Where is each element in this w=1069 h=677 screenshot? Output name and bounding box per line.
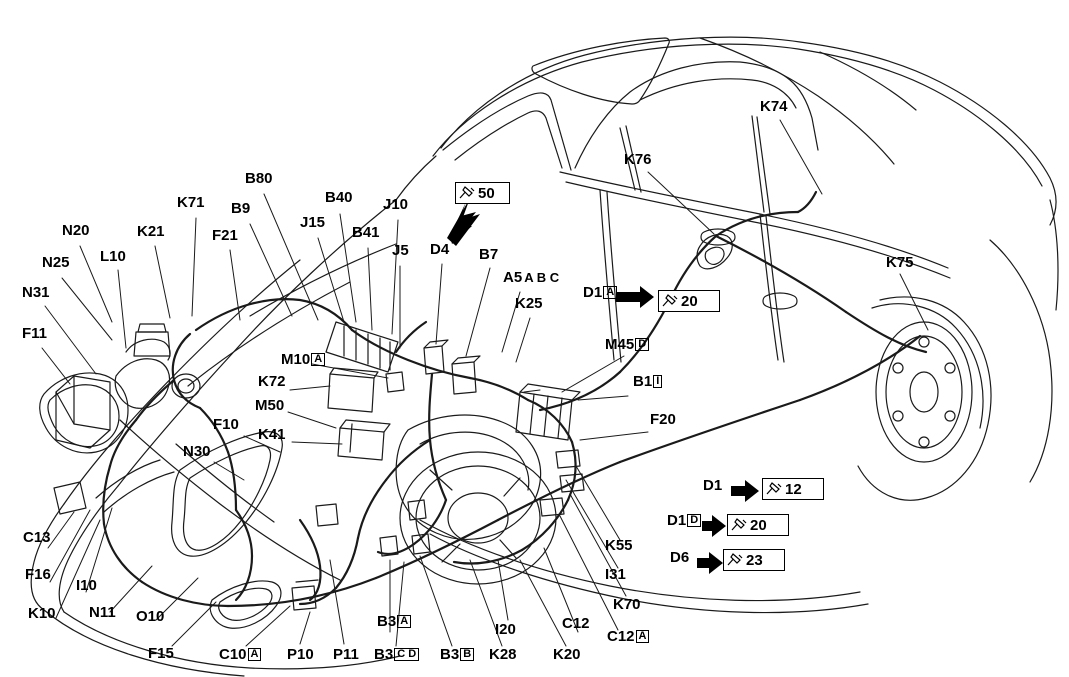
label-j15: J15 (300, 214, 326, 231)
label-f10: F10 (213, 416, 239, 433)
label-b3a (377, 614, 411, 629)
label-f15: F15 (148, 645, 174, 662)
label-c12: C12 (562, 615, 590, 632)
label-b41: B41 (352, 224, 380, 241)
label-k72: K72 (258, 373, 286, 390)
label-b1-sub: I (653, 375, 662, 388)
label-c12a-sub: A (636, 630, 650, 643)
label-k25: K25 (515, 295, 543, 312)
label-b1i (633, 374, 662, 389)
label-d1a-text: D1 (583, 284, 603, 301)
label-b3b (440, 647, 474, 662)
label-i10: I10 (76, 577, 97, 594)
label-o10: O10 (136, 608, 165, 625)
label-c12a-text: C12 (607, 628, 635, 645)
label-d6: D6 (670, 549, 690, 566)
label-b3cd-sub: C D (394, 648, 419, 661)
label-b80: B80 (245, 170, 273, 187)
label-d1d-sub: D (687, 514, 701, 527)
connector-icon (727, 553, 743, 567)
label-d1a (583, 285, 617, 300)
label-k28: K28 (489, 646, 517, 663)
label-k21: K21 (137, 223, 165, 240)
label-d4: D4 (430, 241, 450, 258)
label-m45-text: M45 (605, 336, 635, 353)
connector-icon (731, 518, 747, 532)
label-c10a-text: C10 (219, 646, 247, 663)
label-b1-text: B1 (633, 373, 653, 390)
label-k55: K55 (605, 537, 633, 554)
label-k75: K75 (886, 254, 914, 271)
label-i31: I31 (605, 566, 626, 583)
label-f16: F16 (25, 566, 51, 583)
label-b40: B40 (325, 189, 353, 206)
label-d1a-sub: A (603, 286, 617, 299)
label-j10: J10 (383, 196, 409, 213)
label-j5: J5 (392, 242, 409, 259)
label-c13: C13 (23, 529, 51, 546)
label-a5 (503, 270, 559, 285)
label-n31: N31 (22, 284, 50, 301)
label-k20: K20 (553, 646, 581, 663)
label-f21: F21 (212, 227, 238, 244)
reference-box-20-top[interactable] (658, 290, 720, 312)
label-i20: I20 (495, 621, 516, 638)
connector-icon (662, 294, 678, 308)
label-m10-sub: A (311, 353, 325, 366)
label-b3a-text: B3 (377, 613, 397, 630)
label-f20: F20 (650, 411, 676, 428)
reference-box-50[interactable] (455, 182, 510, 204)
label-b7: B7 (479, 246, 499, 263)
reference-number: 20 (750, 516, 767, 534)
label-m10-text: M10 (281, 351, 311, 368)
label-c12a (607, 629, 649, 644)
reference-number: 50 (478, 184, 495, 202)
label-m50: M50 (255, 397, 285, 414)
label-b9: B9 (231, 200, 251, 217)
label-m45-sub: D (635, 338, 649, 351)
label-k41: K41 (258, 426, 286, 443)
reference-number: 23 (746, 551, 763, 569)
reference-box-12[interactable] (762, 478, 824, 500)
label-b3a-sub: A (397, 615, 411, 628)
label-n30: N30 (183, 443, 211, 460)
label-c10a-sub: A (248, 648, 262, 661)
label-d1: D1 (703, 477, 723, 494)
label-n25: N25 (42, 254, 70, 271)
reference-number: 20 (681, 292, 698, 310)
label-n11: N11 (89, 604, 116, 621)
label-p10: P10 (287, 646, 314, 663)
label-m45d (605, 337, 649, 352)
label-l10: L10 (100, 248, 126, 265)
label-d1d-text: D1 (667, 512, 687, 529)
label-f11: F11 (22, 325, 48, 342)
connector-icon (766, 482, 782, 496)
label-b3b-sub: B (460, 648, 474, 661)
label-b3b-text: B3 (440, 646, 460, 663)
connector-icon (459, 186, 475, 200)
label-c10a (219, 647, 261, 662)
label-m10a (281, 352, 325, 367)
label-k71: K71 (177, 194, 205, 211)
label-b3cd-text: B3 (374, 646, 394, 663)
label-b3cd (374, 647, 419, 662)
label-a5-suffix: A B C (524, 270, 560, 285)
reference-box-20-mid[interactable] (727, 514, 789, 536)
label-k76: K76 (624, 151, 652, 168)
label-a5-text: A5 (503, 269, 523, 286)
reference-box-23[interactable] (723, 549, 785, 571)
label-d1d (667, 513, 701, 528)
label-p11: P11 (333, 646, 359, 663)
label-n20: N20 (62, 222, 90, 239)
label-k74: K74 (760, 98, 788, 115)
label-k70: K70 (613, 596, 641, 613)
reference-number: 12 (785, 480, 802, 498)
label-k10: K10 (28, 605, 56, 622)
